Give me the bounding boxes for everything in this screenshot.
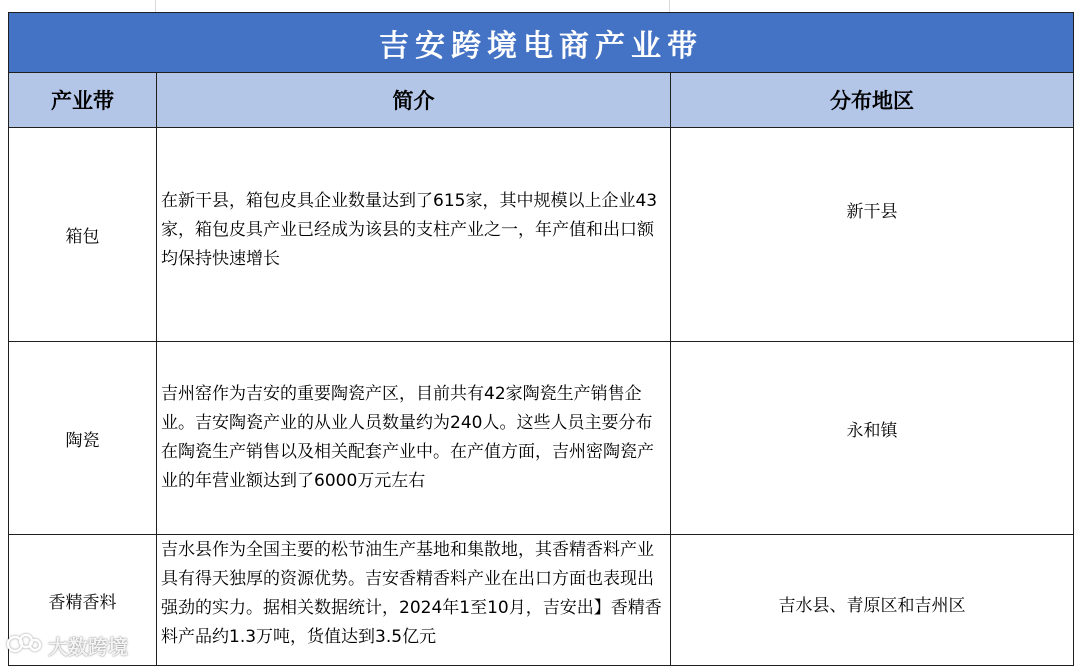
industry-description — [157, 128, 671, 342]
industry-name — [9, 128, 157, 342]
industry-region-text: 永和镇 — [846, 420, 898, 441]
industry-description-text: 吉州窑作为吉安的重要陶瓷产区，目前共有42家陶瓷生产销售企业。吉安陶瓷产业的从业人员数量约为240人。这些人员主要分布在陶瓷生产销售以及相关配套产业中。在产值方面，吉州密陶瓷产业的年营业额达到了6000万元左右 — [161, 384, 654, 491]
industry-name-text: 箱包 — [65, 227, 100, 247]
industry-belt-table — [8, 12, 1074, 666]
sheet-gridlines — [0, 0, 1080, 12]
header-description: 简介 — [157, 73, 671, 128]
logo-icon — [6, 630, 42, 661]
table-row — [9, 535, 1074, 666]
industry-region-text: 新干县 — [846, 201, 898, 222]
industry-description-text: 吉水县作为全国主要的松节油生产基地和集散地，其香精香料产业具有得天独厚的资源优势。吉安香精香料产业在出口方面也表现出强劲的实力。据相关数据统计，2024年1至10月，吉安出】香精香料产品约1.3万吨，货值达到3.5亿元 — [161, 540, 662, 647]
industry-region-text: 吉水县、青原区和吉州区 — [778, 595, 966, 616]
header-row — [9, 73, 1074, 128]
industry-description — [157, 342, 671, 535]
industry-region — [671, 535, 1074, 666]
industry-region — [671, 342, 1074, 535]
industry-description — [157, 535, 671, 666]
table-row — [9, 128, 1074, 342]
table-title: 吉安跨境电商产业带 — [9, 13, 1074, 73]
industry-name-text: 香精香料 — [48, 592, 117, 613]
table-row — [9, 342, 1074, 535]
industry-name-text: 陶瓷 — [65, 430, 100, 451]
watermark — [6, 630, 128, 660]
header-region: 分布地区 — [671, 73, 1074, 128]
industry-region — [671, 128, 1074, 342]
industry-description-text: 在新干县，箱包皮具企业数量达到了615家，其中规模以上企业43家，箱包皮具产业已经成为该县的支柱产业之一，年产值和出口额均保持快速增长 — [161, 191, 658, 269]
header-industry: 产业带 — [9, 73, 157, 128]
industry-name — [9, 342, 157, 535]
watermark-text: 大数跨境 — [48, 634, 128, 659]
